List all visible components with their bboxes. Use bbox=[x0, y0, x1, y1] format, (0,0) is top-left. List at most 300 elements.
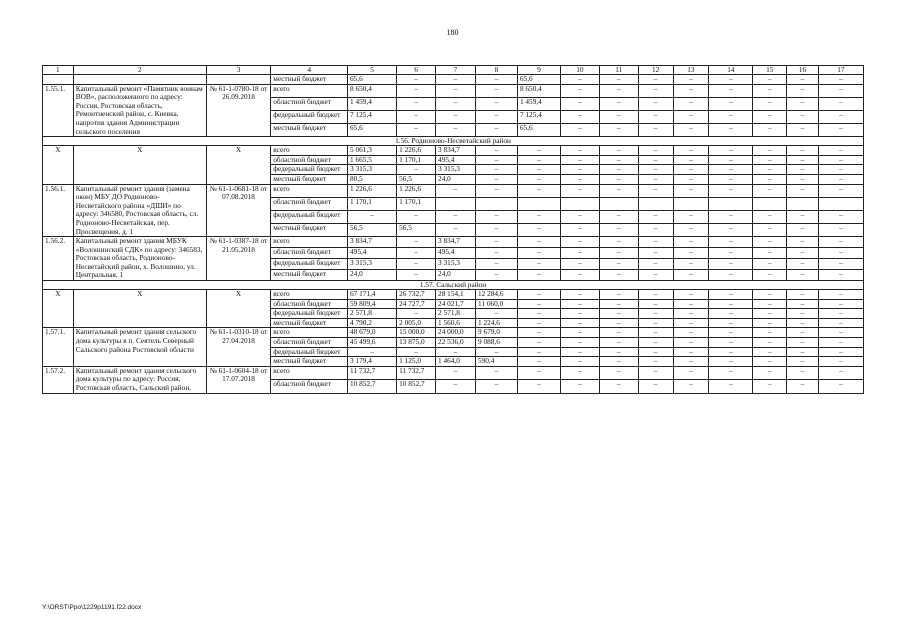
value-cell: – bbox=[787, 299, 819, 309]
value-cell: – bbox=[560, 75, 599, 85]
header-cell: 2 bbox=[73, 66, 206, 75]
value-cell: – bbox=[818, 97, 863, 110]
budget-level: местный бюджет bbox=[271, 124, 348, 137]
item-number: 1.57.1. bbox=[43, 328, 74, 366]
value-cell: – bbox=[638, 270, 673, 281]
value-cell: – bbox=[436, 223, 476, 236]
value-cell: – bbox=[673, 366, 709, 379]
value-cell: – bbox=[436, 97, 476, 110]
value-cell: – bbox=[638, 299, 673, 309]
budget-level: федеральный бюджет bbox=[271, 347, 348, 357]
value-cell: – bbox=[560, 380, 599, 393]
value-cell: – bbox=[709, 84, 753, 97]
value-cell: 8 650,4 bbox=[348, 84, 397, 97]
budget-level: федеральный бюджет bbox=[271, 165, 348, 175]
value-cell: – bbox=[517, 184, 560, 197]
budget-level: местный бюджет bbox=[271, 318, 348, 328]
value-cell: – bbox=[753, 110, 787, 123]
value-cell: – bbox=[638, 165, 673, 175]
value-cell: – bbox=[599, 338, 638, 348]
value-cell: 24,0 bbox=[436, 270, 476, 281]
item-document: № 61-1-0310-18 от 27.04.2018 bbox=[206, 328, 270, 366]
value-cell: – bbox=[638, 124, 673, 137]
value-cell: 11 732,7 bbox=[397, 366, 436, 379]
value-cell: – bbox=[709, 366, 753, 379]
value-cell: – bbox=[560, 124, 599, 137]
value-cell: 10 852,7 bbox=[397, 380, 436, 393]
value-cell: – bbox=[517, 237, 560, 248]
budget-level: областной бюджет bbox=[271, 380, 348, 393]
value-cell: – bbox=[709, 184, 753, 197]
value-cell: – bbox=[709, 75, 753, 85]
value-cell: 3 834,7 bbox=[348, 237, 397, 248]
value-cell: – bbox=[475, 124, 517, 137]
budget-level: федеральный бюджет bbox=[271, 110, 348, 123]
value-cell: – bbox=[517, 299, 560, 309]
header-cell: 4 bbox=[271, 66, 348, 75]
item-name: Капитальный ремонт здания сельского дома культуры в п. Сеятель Северный Сальского района Ростовской области bbox=[73, 328, 206, 366]
value-cell: – bbox=[673, 299, 709, 309]
value-cell: 80,5 bbox=[348, 174, 397, 184]
value-cell: – bbox=[599, 380, 638, 393]
value-cell: – bbox=[599, 84, 638, 97]
value-cell: – bbox=[673, 155, 709, 165]
value-cell: – bbox=[709, 155, 753, 165]
value-cell: 65,6 bbox=[517, 75, 560, 85]
value-cell: 3 315,3 bbox=[348, 259, 397, 270]
value-cell: – bbox=[560, 223, 599, 236]
value-cell: 3 179,4 bbox=[348, 357, 397, 367]
value-cell: – bbox=[475, 174, 517, 184]
table-row bbox=[43, 366, 864, 379]
item-name: Капитальный ремонт «Памятник воинам ВОВ», расположенного по адресу: Россия, Ростовская область, Ремонтненский район, с. Киевка, напротив здания Администрации сельского поселения bbox=[73, 84, 206, 137]
value-cell: – bbox=[560, 366, 599, 379]
budget-level: местный бюджет bbox=[271, 223, 348, 236]
value-cell: – bbox=[517, 174, 560, 184]
item-document: Х bbox=[206, 290, 270, 328]
item-name: Капитальный ремонт здания МБУК «Волошинский СДК» по адресу: 346583, Ростовская область, Родионово-Несветайский район, х. Волошино, ул. Центральная, 1 bbox=[73, 237, 206, 281]
value-cell: – bbox=[753, 347, 787, 357]
value-cell: 1 224,6 bbox=[475, 318, 517, 328]
value-cell: – bbox=[709, 380, 753, 393]
value-cell: – bbox=[599, 146, 638, 156]
value-cell: – bbox=[517, 309, 560, 319]
value-cell: – bbox=[709, 299, 753, 309]
value-cell bbox=[638, 197, 673, 210]
value-cell bbox=[517, 197, 560, 210]
value-cell: – bbox=[753, 299, 787, 309]
value-cell: – bbox=[638, 210, 673, 223]
value-cell: – bbox=[517, 357, 560, 367]
item-name: Х bbox=[73, 146, 206, 184]
value-cell: – bbox=[560, 357, 599, 367]
value-cell: – bbox=[397, 210, 436, 223]
value-cell: – bbox=[753, 338, 787, 348]
value-cell: – bbox=[673, 146, 709, 156]
value-cell: 24,0 bbox=[348, 270, 397, 281]
value-cell: 3 315,3 bbox=[436, 165, 476, 175]
value-cell: – bbox=[560, 155, 599, 165]
value-cell: 65,6 bbox=[348, 124, 397, 137]
budget-level: всего bbox=[271, 146, 348, 156]
value-cell: 12 284,6 bbox=[475, 290, 517, 300]
item-name: Капитальный ремонт здания сельского дома культуры по адресу: Россия, Ростовская область, Сальский район, bbox=[73, 366, 206, 393]
value-cell: 1 170,1 bbox=[397, 197, 436, 210]
value-cell: – bbox=[787, 223, 819, 236]
value-cell: – bbox=[818, 270, 863, 281]
table-row bbox=[43, 328, 864, 338]
value-cell: – bbox=[638, 174, 673, 184]
value-cell: 7 125,4 bbox=[348, 110, 397, 123]
value-cell: – bbox=[397, 347, 436, 357]
table-row bbox=[43, 237, 864, 248]
item-document: № 61-1-0681-18 от 07.08.2018 bbox=[206, 184, 270, 237]
value-cell: 28 154,1 bbox=[436, 290, 476, 300]
value-cell: – bbox=[753, 184, 787, 197]
budget-level: федеральный бюджет bbox=[271, 259, 348, 270]
value-cell: 48 679,0 bbox=[348, 328, 397, 338]
value-cell: – bbox=[787, 347, 819, 357]
value-cell: – bbox=[599, 357, 638, 367]
value-cell: – bbox=[787, 248, 819, 259]
value-cell: – bbox=[599, 309, 638, 319]
budget-level: местный бюджет bbox=[271, 357, 348, 367]
value-cell: – bbox=[599, 270, 638, 281]
value-cell: – bbox=[818, 210, 863, 223]
value-cell: 10 852,7 bbox=[348, 380, 397, 393]
value-cell: – bbox=[673, 357, 709, 367]
value-cell: – bbox=[753, 366, 787, 379]
value-cell: – bbox=[560, 146, 599, 156]
value-cell: – bbox=[638, 146, 673, 156]
value-cell: – bbox=[599, 223, 638, 236]
item-document: № 61-1-0780-18 от 26.09.2018 bbox=[206, 84, 270, 137]
value-cell: – bbox=[673, 270, 709, 281]
value-cell: – bbox=[709, 146, 753, 156]
value-cell bbox=[560, 197, 599, 210]
value-cell: – bbox=[818, 184, 863, 197]
value-cell: 1 170,1 bbox=[348, 197, 397, 210]
value-cell: – bbox=[638, 366, 673, 379]
value-cell: – bbox=[753, 75, 787, 85]
value-cell: 590,4 bbox=[475, 357, 517, 367]
value-cell: – bbox=[638, 380, 673, 393]
value-cell: – bbox=[397, 259, 436, 270]
value-cell: – bbox=[436, 347, 476, 357]
value-cell: – bbox=[673, 380, 709, 393]
header-cell: 13 bbox=[673, 66, 709, 75]
value-cell: – bbox=[397, 84, 436, 97]
value-cell: – bbox=[787, 366, 819, 379]
value-cell: – bbox=[475, 146, 517, 156]
value-cell: – bbox=[753, 270, 787, 281]
value-cell: – bbox=[560, 328, 599, 338]
section-row bbox=[43, 281, 864, 290]
value-cell: – bbox=[436, 380, 476, 393]
value-cell: 13 875,0 bbox=[397, 338, 436, 348]
value-cell: – bbox=[397, 124, 436, 137]
value-cell: 56,5 bbox=[397, 223, 436, 236]
value-cell: – bbox=[517, 347, 560, 357]
value-cell: – bbox=[599, 165, 638, 175]
value-cell: – bbox=[599, 290, 638, 300]
value-cell: – bbox=[475, 380, 517, 393]
value-cell: – bbox=[673, 210, 709, 223]
value-cell: – bbox=[599, 248, 638, 259]
budget-level: всего bbox=[271, 184, 348, 197]
value-cell: – bbox=[709, 210, 753, 223]
value-cell: – bbox=[818, 155, 863, 165]
header-cell: 17 bbox=[818, 66, 863, 75]
value-cell: – bbox=[638, 318, 673, 328]
budget-level: всего bbox=[271, 237, 348, 248]
value-cell: – bbox=[638, 84, 673, 97]
value-cell: – bbox=[436, 84, 476, 97]
value-cell: – bbox=[818, 237, 863, 248]
value-cell: 26 732,7 bbox=[397, 290, 436, 300]
table-row bbox=[43, 75, 864, 85]
value-cell: 1 464,0 bbox=[436, 357, 476, 367]
value-cell: 3 315,3 bbox=[348, 165, 397, 175]
value-cell bbox=[673, 197, 709, 210]
budget-level: областной бюджет bbox=[271, 197, 348, 210]
budget-table bbox=[42, 65, 864, 394]
value-cell: – bbox=[753, 174, 787, 184]
value-cell: 24 727,7 bbox=[397, 299, 436, 309]
value-cell bbox=[436, 197, 476, 210]
value-cell bbox=[818, 197, 863, 210]
value-cell: – bbox=[709, 309, 753, 319]
value-cell: 45 499,6 bbox=[348, 338, 397, 348]
value-cell: – bbox=[560, 174, 599, 184]
value-cell: – bbox=[787, 380, 819, 393]
value-cell: – bbox=[787, 309, 819, 319]
header-row bbox=[43, 66, 864, 75]
value-cell: – bbox=[673, 97, 709, 110]
budget-level: областной бюджет bbox=[271, 299, 348, 309]
value-cell: – bbox=[475, 259, 517, 270]
value-cell: – bbox=[638, 357, 673, 367]
section-title: 1.57. Сальский район bbox=[43, 281, 864, 290]
value-cell: 1 459,4 bbox=[348, 97, 397, 110]
value-cell: 1 170,1 bbox=[397, 155, 436, 165]
value-cell: 9 679,0 bbox=[475, 328, 517, 338]
item-number: Х bbox=[43, 146, 74, 184]
value-cell: – bbox=[560, 318, 599, 328]
value-cell: – bbox=[709, 290, 753, 300]
value-cell: – bbox=[475, 270, 517, 281]
value-cell: – bbox=[475, 210, 517, 223]
value-cell: – bbox=[787, 184, 819, 197]
header-cell: 6 bbox=[397, 66, 436, 75]
value-cell: – bbox=[517, 259, 560, 270]
value-cell: – bbox=[787, 97, 819, 110]
value-cell: – bbox=[709, 270, 753, 281]
item-number: 1.56.2. bbox=[43, 237, 74, 281]
item-name bbox=[73, 75, 206, 85]
item-number: 1.55.1. bbox=[43, 84, 74, 137]
value-cell: – bbox=[397, 165, 436, 175]
value-cell: – bbox=[673, 328, 709, 338]
value-cell: – bbox=[475, 75, 517, 85]
value-cell: – bbox=[787, 210, 819, 223]
value-cell: – bbox=[673, 259, 709, 270]
value-cell bbox=[599, 197, 638, 210]
header-cell: 10 bbox=[560, 66, 599, 75]
value-cell: – bbox=[638, 110, 673, 123]
value-cell: – bbox=[753, 146, 787, 156]
section-title: 1.56. Родионово-Несветайский район bbox=[43, 137, 864, 146]
value-cell: – bbox=[560, 97, 599, 110]
value-cell: – bbox=[673, 237, 709, 248]
value-cell: – bbox=[753, 237, 787, 248]
value-cell: – bbox=[599, 184, 638, 197]
value-cell: – bbox=[709, 338, 753, 348]
value-cell: – bbox=[787, 165, 819, 175]
value-cell: – bbox=[560, 290, 599, 300]
value-cell bbox=[709, 197, 753, 210]
value-cell: 495,4 bbox=[348, 248, 397, 259]
file-path-footer: Y:\ORST\Ppo\1229p1191.f22.docx bbox=[42, 604, 142, 611]
value-cell: 56,5 bbox=[348, 223, 397, 236]
value-cell: – bbox=[818, 259, 863, 270]
value-cell: 1 665,5 bbox=[348, 155, 397, 165]
value-cell: – bbox=[560, 184, 599, 197]
budget-level: федеральный бюджет bbox=[271, 309, 348, 319]
value-cell bbox=[787, 197, 819, 210]
budget-level: федеральный бюджет bbox=[271, 210, 348, 223]
value-cell bbox=[753, 197, 787, 210]
budget-level: всего bbox=[271, 84, 348, 97]
value-cell: – bbox=[787, 155, 819, 165]
value-cell: – bbox=[818, 366, 863, 379]
value-cell: 3 315,3 bbox=[436, 259, 476, 270]
value-cell: – bbox=[709, 97, 753, 110]
value-cell: – bbox=[709, 237, 753, 248]
value-cell: – bbox=[709, 259, 753, 270]
value-cell: – bbox=[818, 380, 863, 393]
value-cell: – bbox=[436, 75, 476, 85]
value-cell: – bbox=[818, 110, 863, 123]
value-cell: – bbox=[599, 174, 638, 184]
value-cell: – bbox=[638, 184, 673, 197]
budget-level: местный бюджет bbox=[271, 75, 348, 85]
value-cell: – bbox=[787, 110, 819, 123]
value-cell: – bbox=[599, 110, 638, 123]
value-cell: – bbox=[348, 347, 397, 357]
value-cell: – bbox=[818, 328, 863, 338]
value-cell: – bbox=[787, 270, 819, 281]
value-cell: – bbox=[638, 309, 673, 319]
value-cell: – bbox=[599, 328, 638, 338]
value-cell: – bbox=[560, 309, 599, 319]
value-cell: – bbox=[475, 184, 517, 197]
value-cell: – bbox=[673, 184, 709, 197]
value-cell: – bbox=[709, 110, 753, 123]
section-row bbox=[43, 137, 864, 146]
value-cell: – bbox=[638, 328, 673, 338]
value-cell: – bbox=[818, 165, 863, 175]
value-cell: 2 571,8 bbox=[348, 309, 397, 319]
value-cell: – bbox=[638, 248, 673, 259]
value-cell: – bbox=[560, 237, 599, 248]
item-number bbox=[43, 75, 74, 85]
value-cell: – bbox=[638, 237, 673, 248]
value-cell: – bbox=[818, 299, 863, 309]
value-cell: – bbox=[560, 210, 599, 223]
value-cell: – bbox=[599, 210, 638, 223]
value-cell: – bbox=[709, 328, 753, 338]
value-cell: – bbox=[599, 299, 638, 309]
value-cell: – bbox=[517, 380, 560, 393]
value-cell: – bbox=[436, 210, 476, 223]
value-cell: – bbox=[818, 357, 863, 367]
value-cell: 22 536,0 bbox=[436, 338, 476, 348]
item-document: № 61-1-0387-18 от 21.05.2018 bbox=[206, 237, 270, 281]
value-cell: 24,0 bbox=[436, 174, 476, 184]
value-cell: 3 834,7 bbox=[436, 237, 476, 248]
value-cell: – bbox=[753, 155, 787, 165]
value-cell: – bbox=[818, 309, 863, 319]
value-cell: – bbox=[753, 124, 787, 137]
value-cell: – bbox=[709, 223, 753, 236]
value-cell: 9 088,6 bbox=[475, 338, 517, 348]
value-cell: – bbox=[560, 347, 599, 357]
value-cell: – bbox=[818, 290, 863, 300]
value-cell: – bbox=[517, 366, 560, 379]
value-cell: – bbox=[599, 75, 638, 85]
value-cell: – bbox=[397, 309, 436, 319]
value-cell: 56,5 bbox=[397, 174, 436, 184]
value-cell: – bbox=[753, 223, 787, 236]
value-cell: 2 571,8 bbox=[436, 309, 476, 319]
value-cell: 7 125,4 bbox=[517, 110, 560, 123]
value-cell: – bbox=[673, 84, 709, 97]
value-cell: – bbox=[560, 259, 599, 270]
value-cell: – bbox=[436, 366, 476, 379]
value-cell: – bbox=[599, 318, 638, 328]
value-cell: – bbox=[599, 124, 638, 137]
value-cell: – bbox=[818, 146, 863, 156]
value-cell: – bbox=[638, 347, 673, 357]
value-cell: – bbox=[475, 110, 517, 123]
value-cell: 8 650,4 bbox=[517, 84, 560, 97]
value-cell: – bbox=[709, 124, 753, 137]
header-cell: 5 bbox=[348, 66, 397, 75]
header-cell: 7 bbox=[436, 66, 476, 75]
value-cell: – bbox=[673, 223, 709, 236]
value-cell: – bbox=[397, 237, 436, 248]
value-cell: – bbox=[673, 110, 709, 123]
value-cell: – bbox=[436, 184, 476, 197]
value-cell: 15 000,0 bbox=[397, 328, 436, 338]
value-cell: – bbox=[348, 210, 397, 223]
value-cell: – bbox=[673, 309, 709, 319]
value-cell: – bbox=[475, 165, 517, 175]
value-cell: – bbox=[787, 174, 819, 184]
value-cell: – bbox=[436, 110, 476, 123]
value-cell: – bbox=[709, 357, 753, 367]
value-cell: – bbox=[818, 338, 863, 348]
value-cell: – bbox=[753, 248, 787, 259]
value-cell: – bbox=[599, 155, 638, 165]
budget-level: местный бюджет bbox=[271, 270, 348, 281]
value-cell: 65,6 bbox=[348, 75, 397, 85]
budget-level: всего bbox=[271, 366, 348, 379]
value-cell: – bbox=[638, 155, 673, 165]
value-cell: – bbox=[709, 347, 753, 357]
value-cell: 2 005,0 bbox=[397, 318, 436, 328]
